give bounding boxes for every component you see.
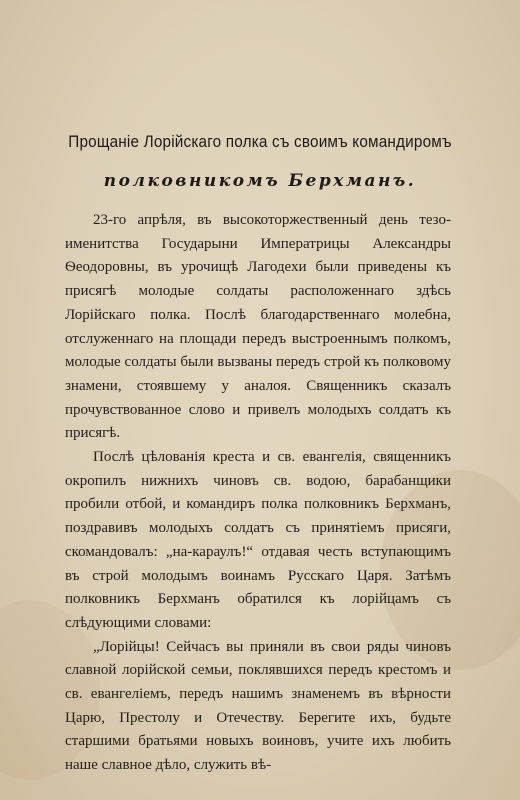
document-subtitle: полковникомъ Берхманъ. — [103, 171, 417, 191]
document-title: Прощаніе Лорійскаго полка съ своимъ командиромъ — [68, 132, 452, 151]
paragraph: 23-го апрѣля, въ высокоторжественный день тезоименитства Государыни Императрицы Александры Ѳеодоровны, въ урочищѣ Лагодехи были приведены къ присягѣ молодые солдаты расположеннаго здѣсь Лорійскаго полка. Послѣ благодарственнаго молебна, отслуженнаго на площади передъ выстроеннымъ полкомъ, молодые солдаты были вызваны передъ строй къ полковому знамени, стоявшему у аналоя. Священникъ сказалъ прочувствованное слово и привелъ молодыхъ солдатъ къ присягѣ. — [65, 212, 451, 442]
document-body — [65, 209, 451, 778]
paragraph: „Лорійцы! Сейчасъ вы приняли въ свои ряды чиновъ славной лорійской семьи, поклявшихся передъ крестомъ и св. евангеліемъ, передъ нашимъ знаменемъ въ вѣрности Царю, Престолу и Отечеству. Берегите ихъ, будьте старшими братьями новыхъ воиновъ, учите ихъ любить наше славное дѣло, служить вѣ- — [65, 638, 451, 774]
paragraph: Послѣ цѣлованія креста и св. евангелія, священникъ окропилъ нижнихъ чиновъ св. водою, барабанщики пробили отбой, и командиръ полка полковникъ Берхманъ, поздравивъ молодыхъ солдатъ съ принятіемъ присяги, скомандовалъ: „на-караулъ!“ отдавая честь вступающимъ въ строй молодымъ воинамъ Русскаго Царя. Затѣмъ полковникъ Берхманъ обратился къ лорійцамъ съ слѣдующими словами: — [65, 449, 451, 631]
